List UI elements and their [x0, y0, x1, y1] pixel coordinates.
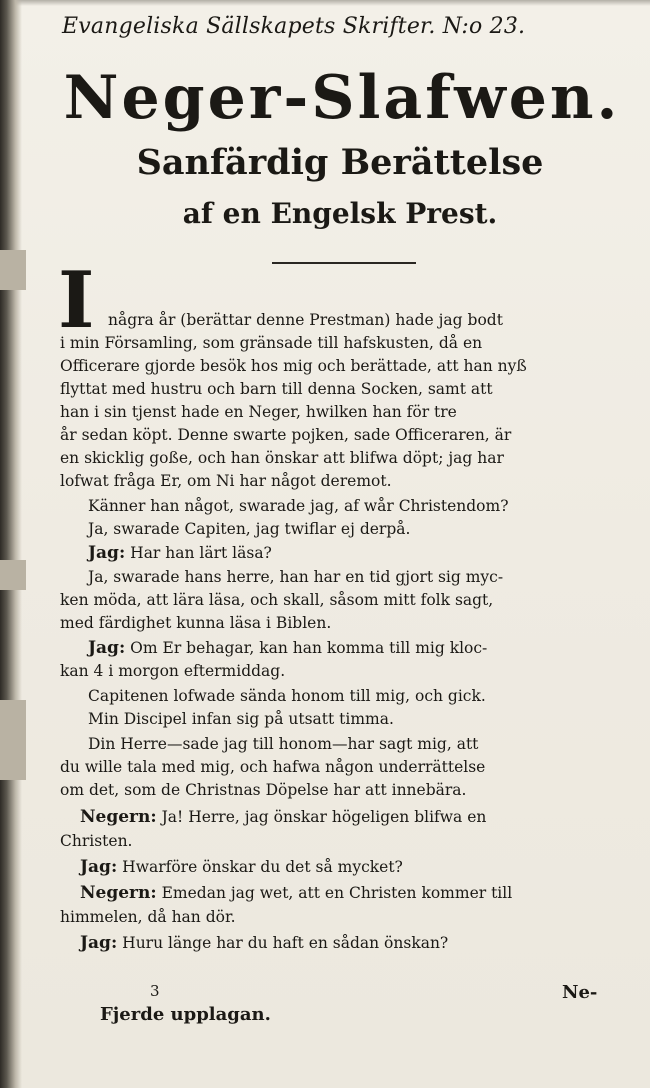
text-line: Officerare gjorde besök hos mig och berättade, att han nyß	[60, 357, 527, 375]
speaker-label: Negern:	[80, 807, 157, 827]
speaker-label: Jag:	[80, 933, 118, 953]
byline: af en Engelsk Prest.	[182, 197, 498, 230]
dialogue-line	[80, 856, 403, 878]
text-line: Christen.	[60, 832, 133, 850]
subtitle: Sanfärdig Berättelse	[136, 142, 544, 183]
text-line: år sedan köpt. Denne swarte pojken, sade Officeraren, är	[60, 426, 512, 444]
text-line: Din Herre—sade jag till honom—har sagt mig, att	[88, 735, 479, 753]
dialogue-line	[88, 637, 487, 659]
text-line: i min Församling, som gränsade till hafskusten, då en	[60, 334, 483, 352]
speaker-label: Jag:	[88, 543, 126, 563]
divider	[272, 262, 416, 264]
text-line: om det, som de Christnas Döpelse har att innebära.	[60, 781, 467, 799]
speaker-label: Jag:	[80, 857, 118, 877]
text-line: lofwat fråga Er, om Ni har något deremot.	[60, 472, 392, 490]
text-line: kan 4 i morgon eftermiddag.	[60, 662, 286, 680]
page-shadow	[0, 0, 650, 6]
torn-edge	[0, 250, 26, 290]
speaker-label: Negern:	[80, 883, 157, 903]
text-line: Känner han något, swarade jag, af wår Christendom?	[88, 497, 509, 515]
dialogue-text: Har han lärt läsa?	[130, 544, 272, 562]
page-title: Neger-Slafwen.	[63, 63, 621, 133]
drop-cap: I	[58, 255, 95, 346]
text-line: Ja, swarade Capiten, jag twiflar ej derpå.	[88, 520, 411, 538]
dialogue-text: Ja! Herre, jag önskar högeligen blifwa en	[161, 808, 487, 826]
text-line: Min Discipel infan sig på utsatt timma.	[88, 710, 394, 728]
text-line: flyttat med hustru och barn till denna Socken, samt att	[60, 380, 493, 398]
text-line: ken möda, att lära läsa, och skall, såsom mitt folk sagt,	[60, 591, 494, 609]
edition-note: Fjerde upplagan.	[100, 1004, 271, 1025]
page-edge	[0, 0, 22, 1088]
dialogue-text: Om Er behagar, kan han komma till mig kloc-	[130, 639, 488, 657]
dialogue-text: Huru länge har du haft en sådan önskan?	[122, 934, 449, 952]
dialogue-line	[80, 932, 448, 954]
text-line: himmelen, då han dör.	[60, 908, 236, 926]
dialogue-text: Emedan jag wet, att en Christen kommer till	[161, 884, 513, 902]
text-line: Capitenen lofwade sända honom till mig, och gick.	[88, 687, 486, 705]
catchword: Ne-	[562, 982, 598, 1003]
torn-edge	[0, 700, 26, 780]
text-line: du wille tala med mig, och hafwa någon underrättelse	[60, 758, 486, 776]
signature-mark: 3	[150, 982, 160, 1000]
text-line: några år (berättar denne Prestman) hade jag bodt	[108, 311, 503, 329]
dialogue-line	[80, 882, 512, 904]
text-line: han i sin tjenst hade en Neger, hwilken han för tre	[60, 403, 457, 421]
text-line: med färdighet kunna läsa i Biblen.	[60, 614, 332, 632]
text-line: Ja, swarade hans herre, han har en tid gjort sig myc-	[88, 568, 504, 586]
speaker-label: Jag:	[88, 638, 126, 658]
series-heading: Evangeliska Sällskapets Skrifter. N:o 23.	[62, 14, 526, 39]
dialogue-line	[80, 806, 486, 828]
dialogue-text: Hwarföre önskar du det så mycket?	[122, 858, 403, 876]
dialogue-line	[88, 542, 272, 564]
torn-edge	[0, 560, 26, 590]
text-line: en skicklig goße, och han önskar att blifwa döpt; jag har	[60, 449, 504, 467]
